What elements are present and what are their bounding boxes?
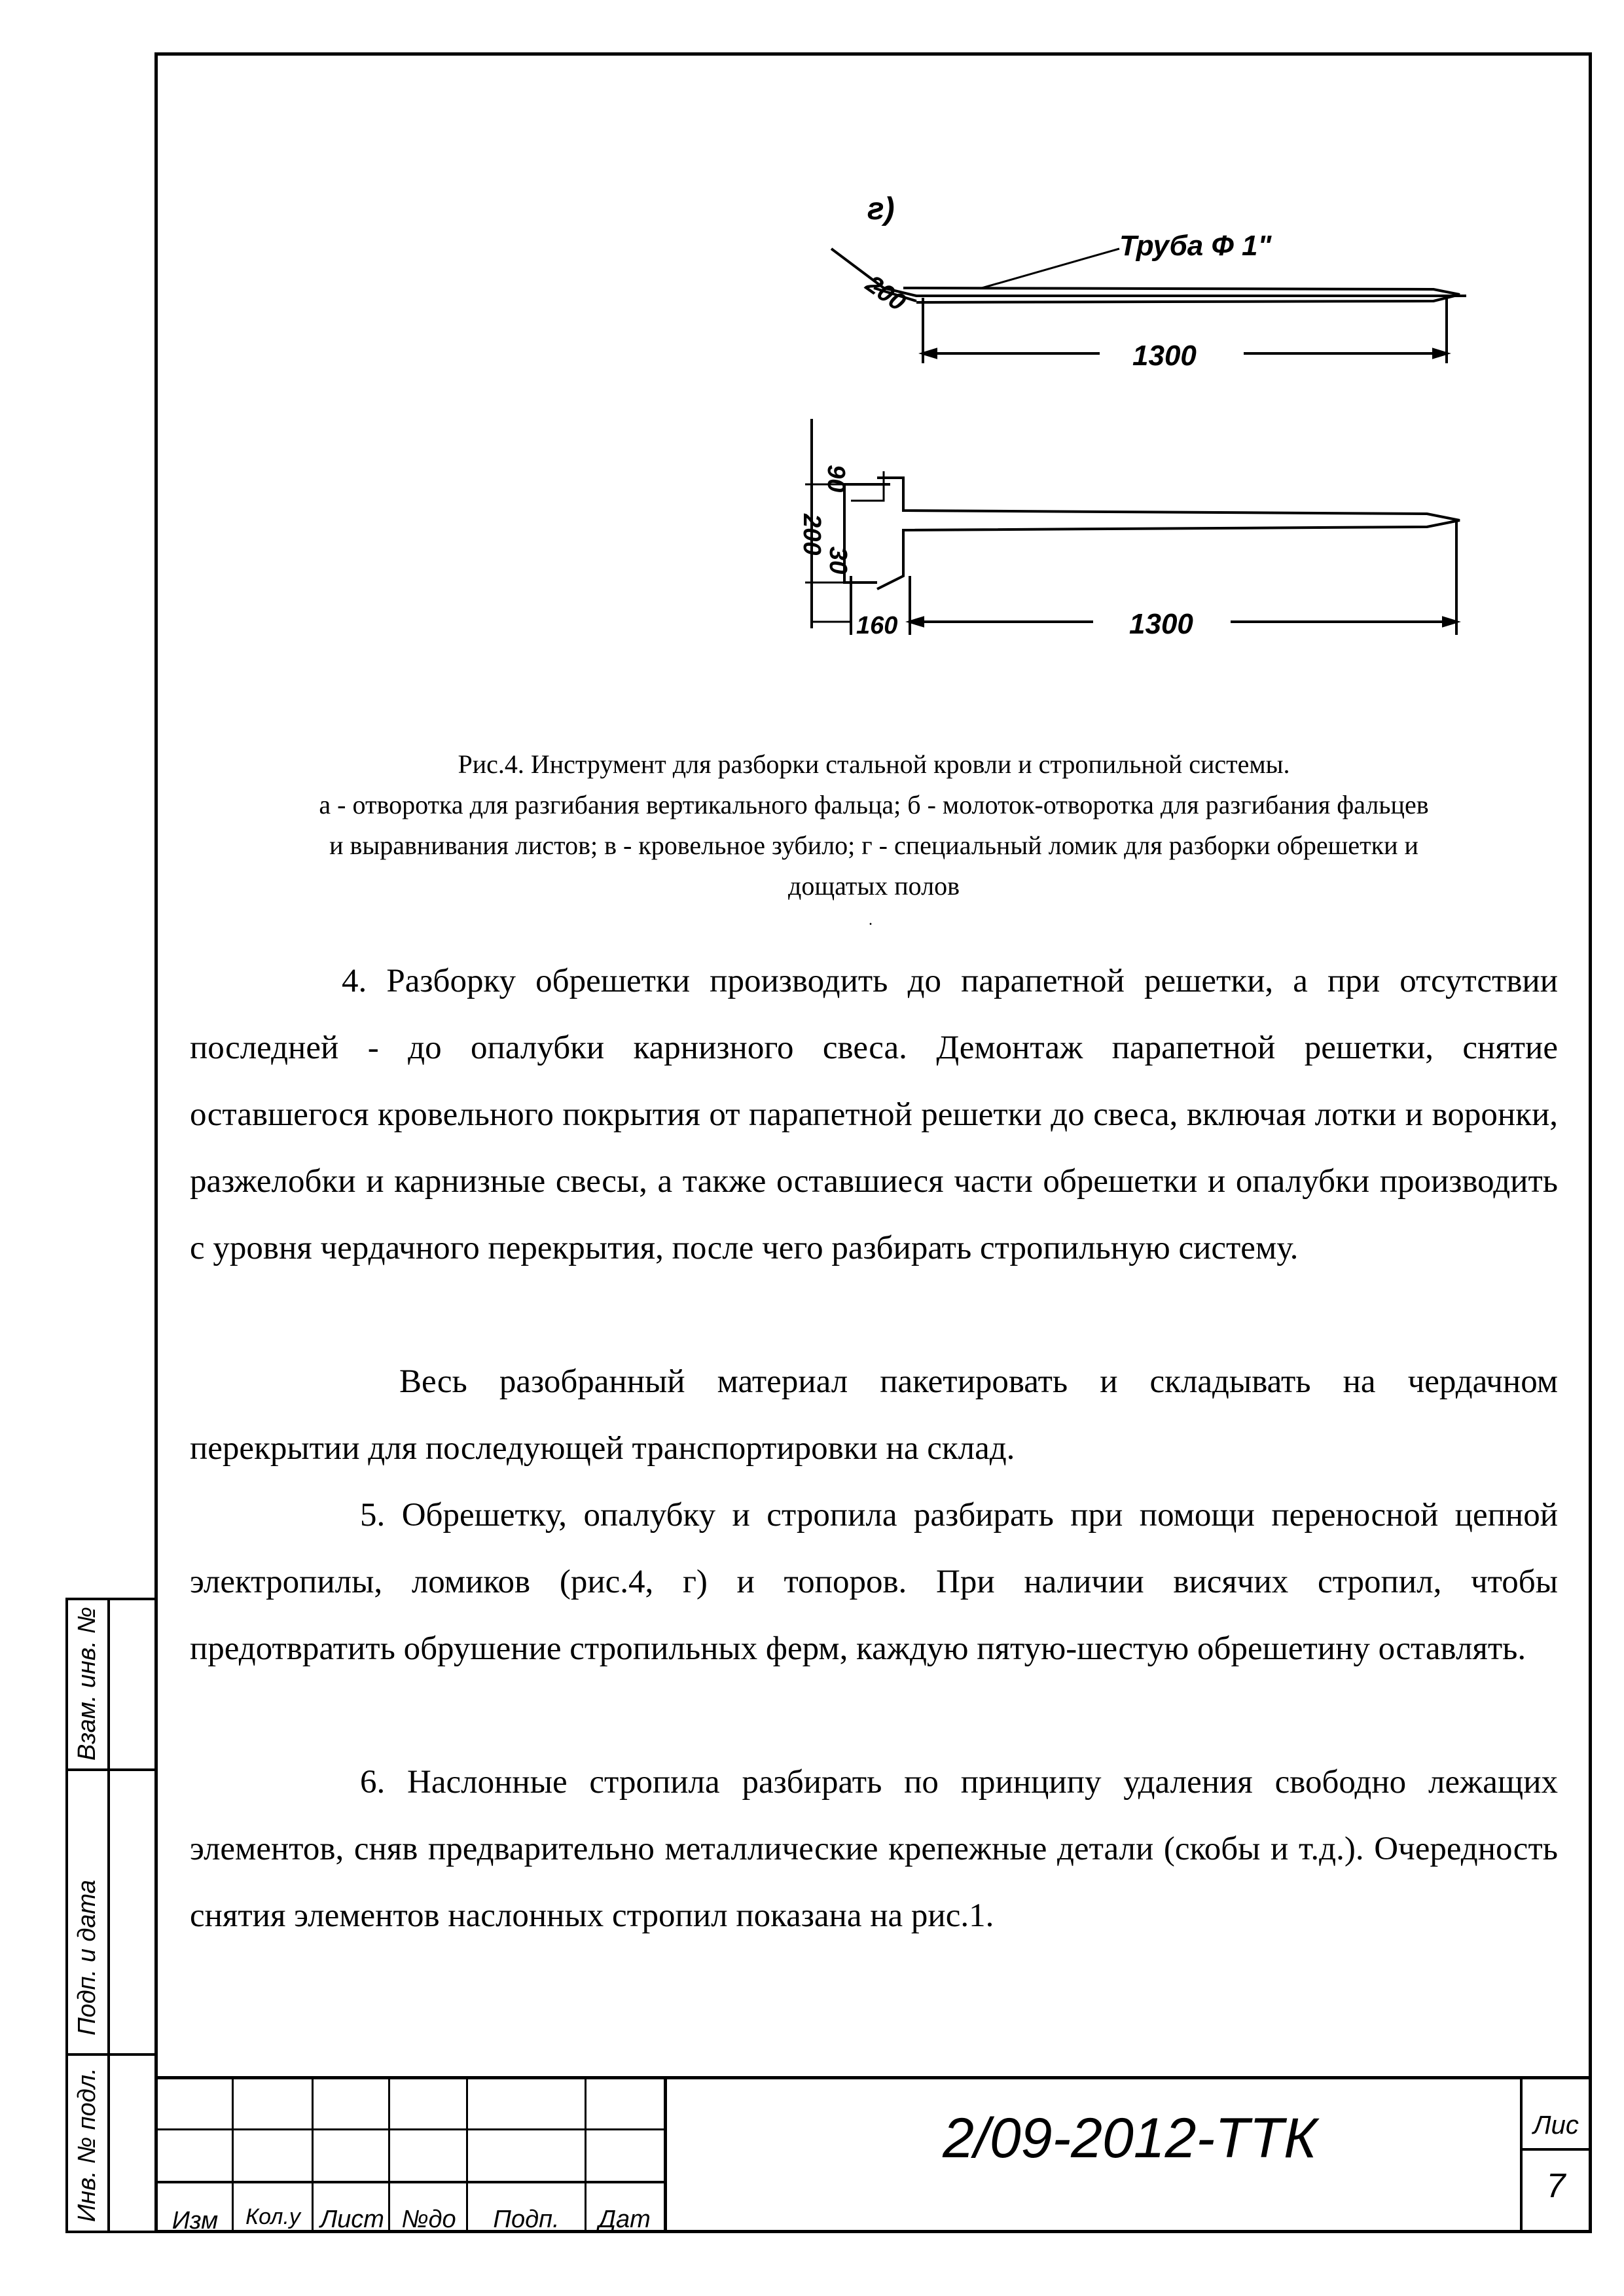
crowbar-drawing: [785, 183, 1466, 655]
figure-caption-title: Рис.4. Инструмент для разборки стальной кровли и стропильной системы.: [458, 749, 1290, 779]
title-block-izm: Изм: [171, 2207, 219, 2234]
dim-160: 160: [856, 612, 898, 639]
dim-1300-bottom: 1300: [1129, 608, 1193, 640]
side-label-vzam: Взам. инв. №: [73, 1606, 101, 1761]
dim-30: 30: [824, 547, 852, 575]
title-block-date: Дат: [598, 2206, 651, 2233]
title-block-podp: Подп.: [493, 2206, 560, 2233]
figure-caption-line-2: и выравнивания листов; в - кровельное зубило; г - специальный ломик для разборки обрешетки и: [329, 831, 1418, 860]
side-label-inv: Инв. № подл.: [73, 2068, 101, 2222]
sheet-label: Лис: [1533, 2111, 1579, 2140]
dim-1300-top: 1300: [1132, 340, 1197, 372]
sheet-number: 7: [1546, 2167, 1566, 2205]
drawing-part-label: г): [867, 192, 895, 226]
paragraph-5: 5. Обрешетку, опалубку и стропила разбирать при помощи переносной цепной электропилы, ломиков (рис.4, г) и топоров. При наличии висячих стропил, чтобы предотвратить обрушение стропильных ферм, каждую пятую-шестую обрешетину оставлять.: [190, 1497, 1558, 1667]
side-label-podp: Подп. и дата: [73, 1880, 101, 2036]
paragraph-6: 6. Наслонные стропила разбирать по принципу удаления свободно лежащих элементов, сняв предварительно металлические крепежные детали (скобы и т.д.). Очередность снятия элементов наслонных стропил показана на рис.1.: [190, 1764, 1558, 1934]
figure-caption-line-3: дощатых полов: [788, 871, 960, 901]
title-block-kol: Кол.у: [245, 2204, 300, 2229]
document-code: 2/09-2012-ТТК: [943, 2107, 1317, 2170]
paragraph-4b: Весь разобранный материал пакетировать и складывать на чердачном перекрытии для последующей транспортировки на склад.: [190, 1363, 1558, 1467]
paragraph-4: 4. Разборку обрешетки производить до парапетной решетки, а при отсутствии последней - до опалубки карнизного свеса. Демонтаж парапетной решетки, снятие оставшегося кровельного покрытия от парапетной решетки до свеса, включая лотки и воронки, разжелобки и карнизные свесы, а также оставшиеся части обрешетки и опалубки производить с уровня чердачного перекрытия, после чего разбирать стропильную систему.: [190, 963, 1558, 1266]
pipe-label: Труба Ф 1": [1119, 230, 1272, 262]
figure-caption-line-1: а - отворотка для разгибания вертикального фальца; б - молоток-отворотка для разгибания фальцев: [319, 790, 1429, 819]
dim-90-top: 90: [822, 465, 850, 493]
dim-200-side: 200: [798, 514, 825, 556]
title-block-list: Лист: [320, 2206, 384, 2233]
caption-dot: .: [869, 912, 873, 929]
title-block-ndoc: №до: [401, 2206, 456, 2233]
dim-200-top: 200: [860, 270, 911, 317]
